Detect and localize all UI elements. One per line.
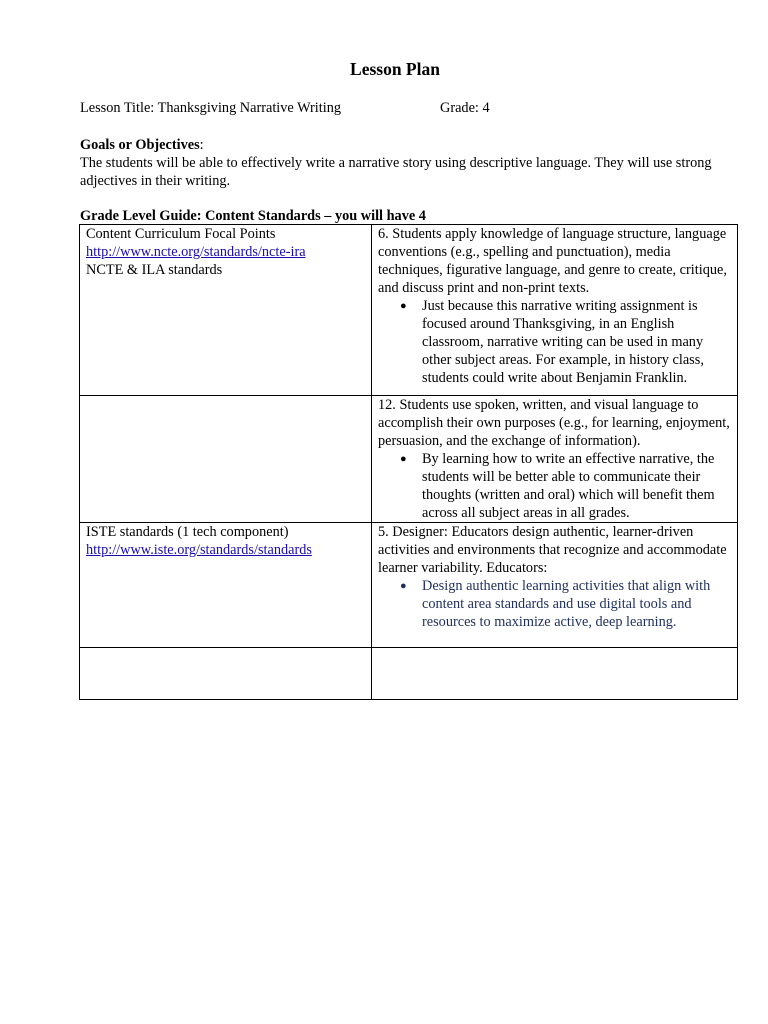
table-cell-left — [80, 523, 372, 648]
table-cell-right — [372, 523, 738, 648]
bullet-list — [378, 577, 731, 631]
page-title: Lesson Plan — [350, 59, 440, 79]
list-item — [400, 577, 731, 631]
standard-text: 5. Designer: Educators design authentic, learner-driven activities and environments that recognize and accommodate learner variability. Educators: — [378, 524, 727, 576]
goals-section — [80, 136, 740, 190]
standard-text: 12. Students use spoken, written, and visual language to accomplish their own purposes (e.g., for learning, enjoyment, persuasion, and the exchange of information). — [378, 397, 730, 449]
bullet-icon: ● — [400, 580, 407, 592]
standard-text: 6. Students apply knowledge of language structure, language conventions (e.g., spelling and punctuation), media techniques, figurative language, and genre to create, critique, and discuss print and non-print texts. — [378, 226, 727, 296]
bullet-list — [378, 450, 731, 522]
ncte-link[interactable]: http://www.ncte.org/standards/ncte-ira — [86, 244, 306, 260]
grade-label: Grade: 4 — [440, 100, 490, 116]
bullet-list — [378, 297, 731, 387]
table-row — [80, 225, 738, 396]
table-row — [80, 523, 738, 648]
guide-heading: Grade Level Guide: Content Standards – you will have 4 — [80, 208, 426, 224]
table-cell-right — [372, 225, 738, 396]
list-item — [400, 297, 731, 387]
goals-heading: Goals or Objectives — [80, 137, 200, 153]
bullet-icon: ● — [400, 300, 407, 312]
goals-text: The students will be able to effectively write a narrative story using descriptive language. They will use strong adjectives in their writing. — [80, 155, 712, 189]
standards-table — [79, 224, 738, 700]
bullet-text: By learning how to write an effective narrative, the students will be better able to communicate their thoughts (written and oral) which will benefit them across all subject areas in all grades. — [422, 451, 715, 521]
iste-label: ISTE standards (1 tech component) — [86, 524, 289, 540]
lesson-title: Lesson Title: Thanksgiving Narrative Writing — [80, 100, 341, 116]
table-row — [80, 648, 738, 700]
bullet-icon: ● — [400, 453, 407, 465]
goals-colon: : — [199, 137, 204, 153]
ncte-note: NCTE & ILA standards — [86, 262, 223, 278]
table-cell-right — [372, 396, 738, 523]
lesson-meta — [80, 99, 740, 117]
table-cell-left — [80, 648, 372, 700]
table-cell-left — [80, 396, 372, 523]
focal-points-label: Content Curriculum Focal Points — [86, 226, 276, 242]
table-row — [80, 396, 738, 523]
bullet-text: Design authentic learning activities that align with content area standards and use digital tools and resources to maximize active, deep learning. — [422, 578, 711, 630]
table-cell-right — [372, 648, 738, 700]
list-item — [400, 450, 731, 522]
table-cell-left — [80, 225, 372, 396]
iste-link[interactable]: http://www.iste.org/standards/standards — [86, 542, 312, 558]
bullet-text: Just because this narrative writing assignment is focused around Thanksgiving, in an English classroom, narrative writing can be used in many other subject areas. For example, in history class, students could write about Benjamin Franklin. — [422, 298, 704, 386]
